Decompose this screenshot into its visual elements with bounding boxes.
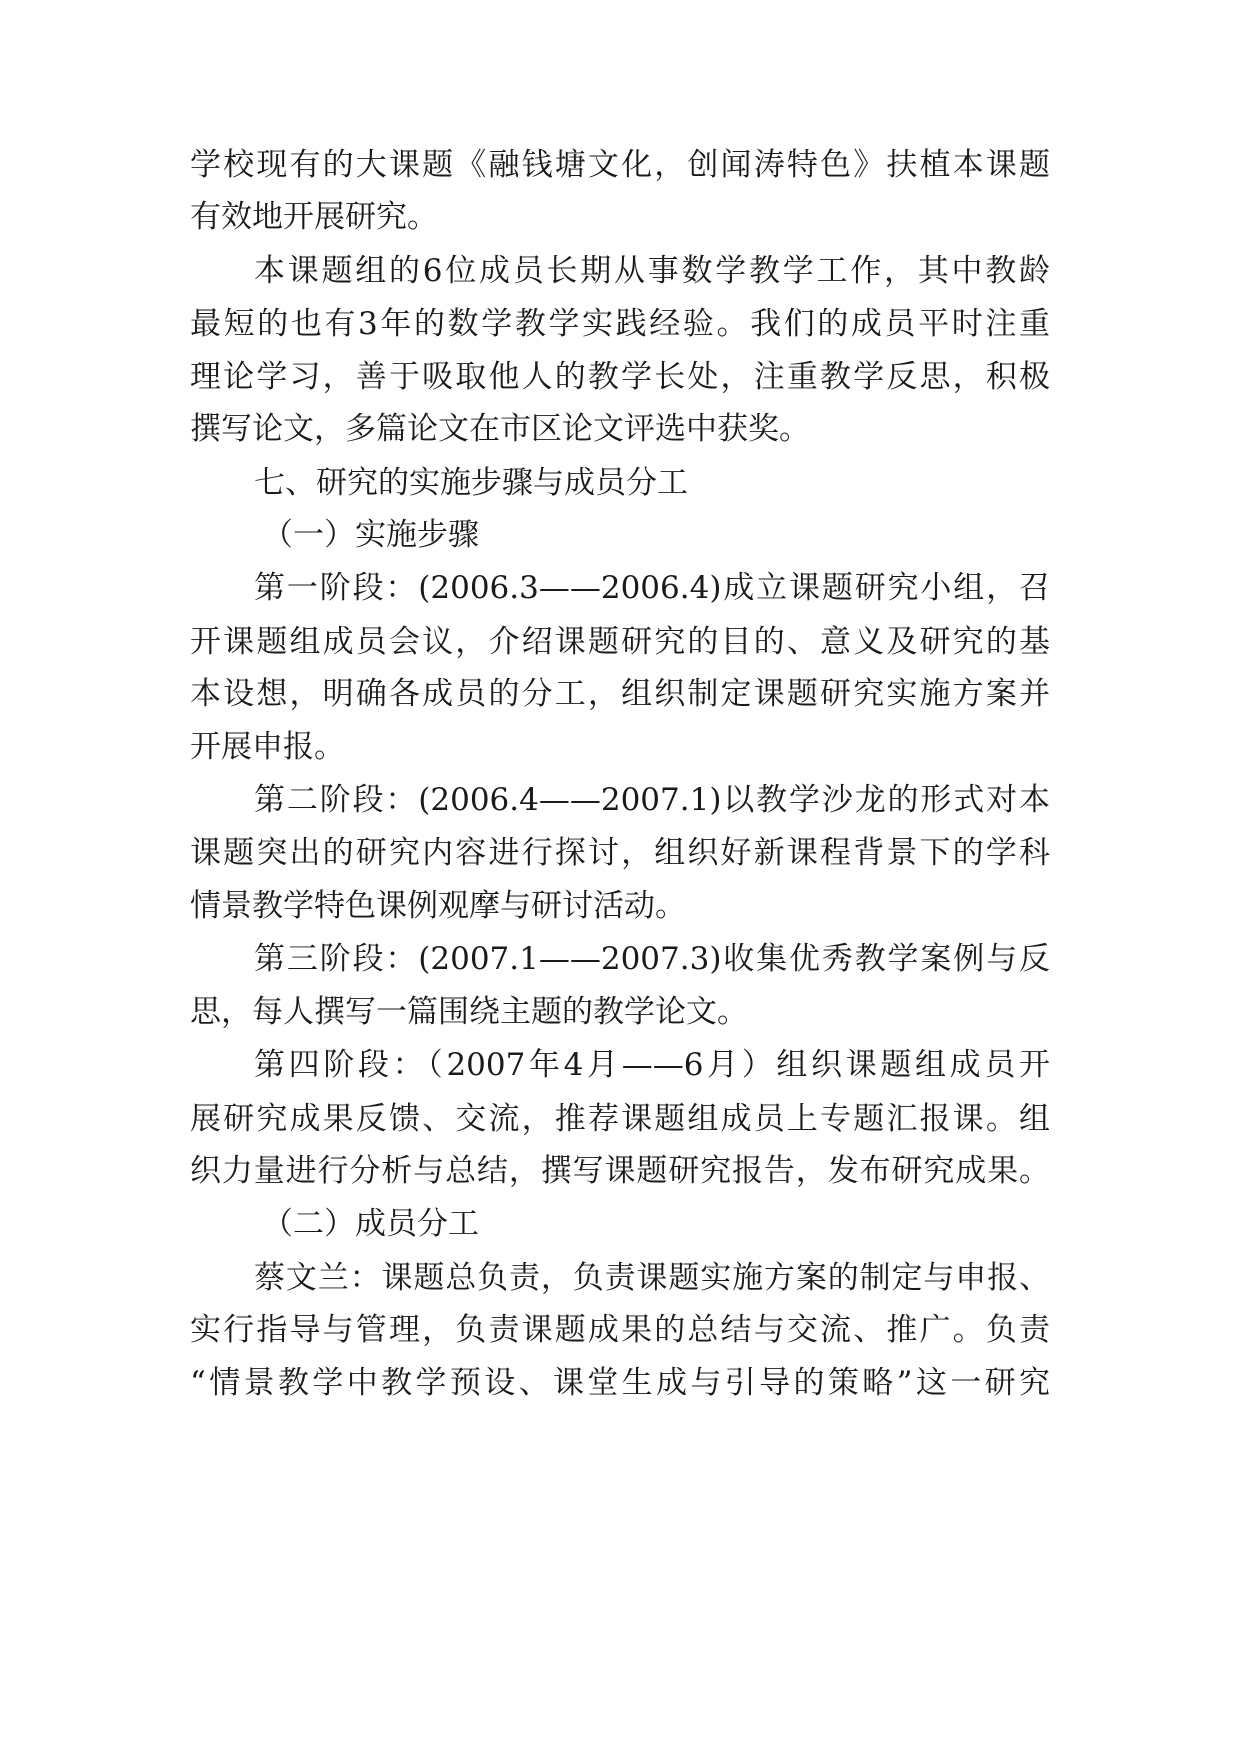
text-line: 理论学习，善于吸取他人的教学长处，注重教学反思，积极 <box>190 359 1050 395</box>
text-line: 情景教学特色课例观摩与研讨活动。 <box>190 888 686 924</box>
subsection-heading: （二）成员分工 <box>262 1206 479 1242</box>
text-line: 最短的也有3年的数学教学实践经验。我们的成员平时注重 <box>190 306 1050 342</box>
text-line: 展研究成果反馈、交流，推荐课题组成员上专题汇报课。组 <box>190 1101 1050 1137</box>
section-heading: 七、研究的实施步骤与成员分工 <box>254 465 688 501</box>
text-line: 蔡文兰：课题总负责，负责课题实施方案的制定与申报、 <box>254 1260 1050 1296</box>
text-line: 第二阶段：(2006.4——2007.1)以教学沙龙的形式对本 <box>254 782 1050 818</box>
text-line: “情景教学中教学预设、课堂生成与引导的策略”这一研究 <box>190 1365 1050 1401</box>
text-line: 开展申报。 <box>190 729 345 765</box>
text-line: 撰写论文，多篇论文在市区论文评选中获奖。 <box>190 411 810 447</box>
text-line: 学校现有的大课题《融钱塘文化，创闻涛特色》扶植本课题 <box>190 147 1050 183</box>
text-line: 本设想，明确各成员的分工，组织制定课题研究实施方案并 <box>190 676 1050 712</box>
text-line: 织力量进行分析与总结，撰写课题研究报告，发布研究成果。 <box>190 1153 1050 1189</box>
text-line: 实行指导与管理，负责课题成果的总结与交流、推广。负责 <box>190 1312 1050 1348</box>
text-line: 开课题组成员会议，介绍课题研究的目的、意义及研究的基 <box>190 624 1050 660</box>
subsection-heading: （一）实施步骤 <box>262 517 479 553</box>
text-line: 第一阶段：(2006.3——2006.4)成立课题研究小组，召 <box>254 570 1050 606</box>
text-line: 有效地开展研究。 <box>190 199 438 235</box>
text-line: 第三阶段：(2007.1——2007.3)收集优秀教学案例与反 <box>254 941 1050 977</box>
text-line: 本课题组的6位成员长期从事数学教学工作，其中教龄 <box>254 253 1050 289</box>
text-line: 思，每人撰写一篇围绕主题的教学论文。 <box>190 994 748 1030</box>
text-line: 课题突出的研究内容进行探讨，组织好新课程背景下的学科 <box>190 835 1050 871</box>
text-line: 第四阶段：（2007年4月——6月）组织课题组成员开 <box>254 1047 1050 1083</box>
